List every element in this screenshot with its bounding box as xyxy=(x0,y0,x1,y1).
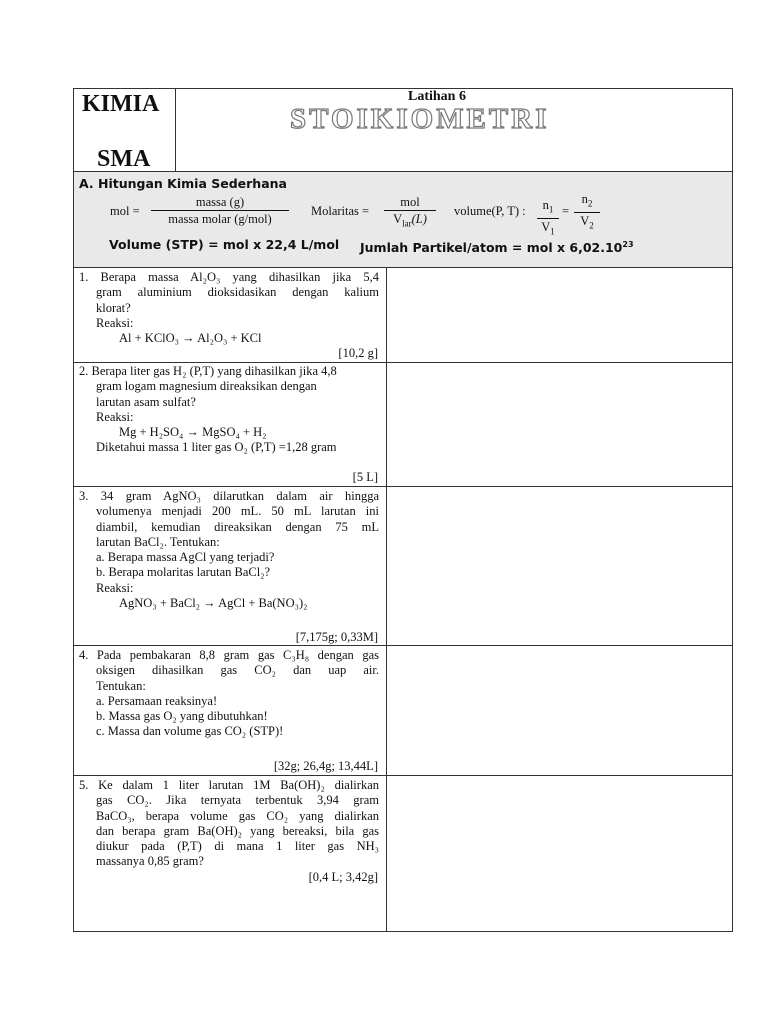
mol-fraction xyxy=(151,195,289,226)
molaritas-fraction xyxy=(384,195,436,231)
question-2: 2. Berapa liter gas H₂ (P,T) yang dihasilkan jika 4,8 gram logam magnesium direaksikan dengan larutan asam sulfat? Reaksi: Mg + H₂SO₄ → MgSO₄ + H₂ Diketahui massa 1 liter gas O₂ (P,T) =1,28 gram xyxy=(79,364,337,455)
volume-equals: = xyxy=(562,204,570,218)
formula-volume-stp: Volume (STP) = mol x 22,4 L/mol xyxy=(109,237,340,252)
column-divider xyxy=(386,267,387,931)
section-a-heading: A. Hitungan Kimia Sederhana xyxy=(79,176,287,191)
table-border-top xyxy=(73,88,733,89)
question-4: 4. Pada pembakaran 8,8 gram gas C₃H₈ dengan gas oksigen dihasilkan gas CO₂ dan uap air. Tentukan: a. Persamaan reaksinya! b. Massa gas O₂ yang dibutuhkan! c. Massa dan volume gas CO₂ (STP)! xyxy=(79,648,379,739)
formula-particles: Jumlah Partikel/atom = mol x 6,02.10$^{23}$ xyxy=(360,240,634,256)
volume-lhs: volume(P, T) : xyxy=(454,204,526,218)
title-kimia: KIMIA xyxy=(82,91,160,117)
mol-numerator: massa (g) xyxy=(151,195,289,211)
molaritas-lhs: Molaritas = xyxy=(311,204,370,218)
row-divider-2 xyxy=(73,486,733,487)
volume-fraction-2: $\frac{n_2}{V_2}$ xyxy=(574,192,600,232)
answer-4: [32g; 26,4g; 13,44L] xyxy=(273,759,378,773)
question-3: 3. 34 gram AgNO₃ dilarutkan dalam air hingga volumenya menjadi 200 mL. 50 mL larutan ini diambil, kemudian direaksikan dengan 75 mL larutan BaCl₂. Tentukan: a. Berapa massa AgCl yang terjadi? b. Berapa molaritas larutan BaCl₂? Reaksi: AgNO₃ + BaCl₂ → AgCl + Ba(NO₃)₂ xyxy=(79,489,379,611)
molaritas-denominator: $V_{lar}(L)$ xyxy=(393,212,427,229)
answer-1: [10,2 g] xyxy=(338,346,378,360)
mol-denominator: massa molar (g/mol) xyxy=(168,212,272,226)
title-sma: SMA xyxy=(97,146,151,172)
answer-5: [0,4 L; 3,42g] xyxy=(308,870,378,884)
subtitle: Latihan 6 xyxy=(408,89,466,104)
table-border-bottom xyxy=(73,931,733,932)
header-divider xyxy=(175,88,176,171)
molaritas-numerator: mol xyxy=(384,195,436,211)
answer-3: [7,175g; 0,33M] xyxy=(295,630,378,644)
mol-lhs: mol = xyxy=(110,204,140,218)
row-divider-4 xyxy=(73,775,733,776)
row-divider-1 xyxy=(73,362,733,363)
volume-fraction-1: $\frac{n_1}{V_1}$ xyxy=(537,198,559,238)
section-a-bottom-line xyxy=(73,267,733,268)
table-border-right xyxy=(732,88,733,931)
row-divider-3 xyxy=(73,645,733,646)
main-title: STOIKIOMETRI xyxy=(290,103,550,135)
answer-2: [5 L] xyxy=(352,470,378,484)
question-1: 1. Berapa massa Al₂O₃ yang dihasilkan jika 5,4 gram aluminium dioksidasikan dengan kalium klorat? Reaksi: Al + KClO₃ → Al₂O₃ + KCl xyxy=(79,270,379,346)
question-5: 5. Ke dalam 1 liter larutan 1M Ba(OH)₂ dialirkan gas CO₂. Jika ternyata terbentuk 3,94 gram BaCO₃, berapa volume gas CO₂ yang dialirkan dan berapa gram Ba(OH)₂ yang bereaksi, bila gas diukur pada (P,T) di mana 1 liter gas NH₃ massanya 0,85 gram? xyxy=(79,778,379,869)
